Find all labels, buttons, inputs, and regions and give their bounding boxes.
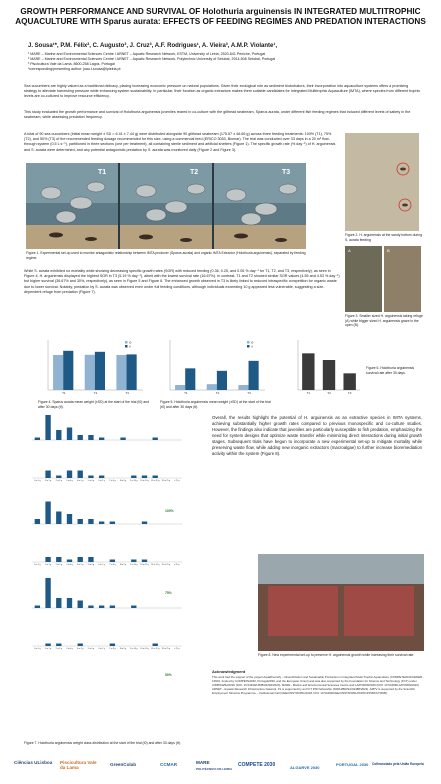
hist-bar-tf (78, 644, 83, 647)
hist-class-label: 2 to 3 g (55, 648, 62, 650)
logo-ccmar: CCMAR (160, 762, 178, 767)
hist-bar-t0 (110, 522, 115, 525)
sandy-bottom-image (345, 133, 419, 231)
hist-bar-tf (131, 560, 136, 563)
hist-bar-t0 (56, 430, 61, 440)
legend-swatch-t0 (125, 341, 128, 344)
hist-bar-t0 (78, 519, 83, 524)
figure-3b-label: B (387, 248, 390, 253)
hist-bar-tf (56, 557, 61, 562)
hist-class-label: 7 to 8 g (109, 564, 116, 566)
bar-t0-T2 (85, 355, 95, 390)
logo-politecnico-leiria: POLITÉCNICO DE LEIRIA (196, 767, 233, 771)
intro-text: Sea cucumbers are highly valued as a traditional delicacy, placing increasing economic pressure on natural populations. Given their ecological role as sediment bioturbators, their incorporation into aquaculture systems offers a promising strategy to alleviate harvesting pressure while enhancing system sustainability. In particular, their function as organic extractors makes them suitable candidates for Integrated Multitrophic Aquaculture (IMTA), where species from different trophic levels are co-cultured to improve resource efficiency. (24, 84, 421, 99)
legend-swatch-tf (125, 345, 128, 348)
hist-bar-tf (88, 557, 93, 562)
x-tick-T3: T3 (247, 391, 251, 395)
figure-8-photo (258, 554, 424, 651)
hist-class-label: > 25 g (173, 480, 180, 482)
methods-text: A total of 90 sea cucumbers (initial mean weight ± SD = 6.41 ± 7.44 g) were distributed alongside 90 gilthead seabream (175.57 ± 46.66 g) across three feeding treatments: 100% (T1), 75% (T2), and 50% (T3) of the recommended feeding dosage recommended for this size, using a commercial feed (ERICO 3053, Biomar). The trial was conducted over 33 days in a 20 m³ flow-through system (0.5 L s⁻¹), partitioned in three sections (one per treatment), all containing sterile sediment and artificial shelters (Figure 1). The specific growth rate (% day⁻¹) of H. arguinensis and S. aurata were determined, and any potential antagonistic predation by S. aurata was monitored daily (Figure 2 and Figure 3). (24, 132, 336, 152)
x-tick-T2: T2 (327, 391, 331, 395)
hist-class-label: 20 to 25 g (161, 480, 171, 482)
hist-class-label: 5 to 6 g (87, 480, 95, 482)
hist-bar-tf (88, 476, 93, 479)
hist-bar-tf (67, 560, 72, 563)
hist-bar-t0 (99, 438, 104, 441)
hist-class-label: 10 to 15 g (140, 648, 149, 650)
figure-4-caption: Figure 4. Sparus aurata mean weight (±SD) at the start of the trial (t0) and after 30 days (tf). (38, 400, 149, 409)
hist-class-label: 1 to 2 g (44, 480, 52, 482)
hist-bar-t0 (56, 512, 61, 525)
figure-8-caption: Figure 8. New experimental set-up to preserve H. arguinensis growth while increasing their survival rate. (258, 653, 415, 657)
hist-class-label: 6 to 7 g (98, 480, 105, 482)
figure-7-svg (24, 408, 204, 668)
hist-class-label: 4 to 5 g (77, 648, 84, 650)
acknowledgment-title: Acknowledgment (212, 669, 246, 674)
hist-bar-t0 (45, 415, 50, 440)
hist-bar-t0 (35, 606, 40, 609)
figure-7-histograms (24, 408, 204, 668)
figure-1-caption: Figure 1. Experimental set-up used to monitor antagonistic relationship between IMTA producer (Sparus aurata) and organic IMTA Extractor (Holothuria arguinensis), separated by feeding regime. (26, 251, 306, 260)
hist-bar-t0 (67, 598, 72, 608)
hist-class-label: 20 to 25 g (161, 564, 171, 566)
hist-class-label: 1 to 2 g (44, 564, 52, 566)
fig7-pct-75: 75% (165, 591, 172, 595)
bar-tf-T3 (127, 354, 137, 390)
hist-class-label: 0 to 1 g (34, 564, 41, 566)
figure-6-svg (290, 336, 370, 400)
legend-swatch-t0 (247, 341, 250, 344)
fig7-pct-50: 50% (165, 673, 172, 677)
hist-bar-t0 (78, 601, 83, 609)
hist-bar-t0 (153, 438, 158, 441)
hist-bar-t0 (110, 606, 115, 609)
bar-t0-T3 (238, 385, 248, 390)
hist-bar-tf (78, 557, 83, 562)
bar-t0-T1 (53, 355, 63, 390)
tank-setup-illustration (26, 163, 306, 249)
hist-bar-t0 (67, 428, 72, 441)
figure-3a-photo (345, 246, 382, 312)
affiliations (28, 52, 428, 72)
hist-bar-t0 (142, 522, 147, 525)
hist-class-label: > 25 g (173, 648, 180, 650)
hist-bar-tf (153, 476, 158, 479)
hist-bar-t0 (56, 598, 61, 608)
hist-class-label: 6 to 7 g (98, 564, 105, 566)
figure-3a-label: A (348, 248, 351, 253)
hist-class-label: 6 to 7 g (98, 648, 105, 650)
tank-label-t2: T2 (190, 169, 199, 176)
hist-bar-tf (56, 644, 61, 647)
x-tick-T1: T1 (184, 391, 188, 395)
hist-class-label: 20 to 25 g (161, 648, 171, 650)
hist-bar-t0 (78, 435, 83, 440)
bar-tf-T3 (249, 361, 259, 390)
hist-bar-t0 (120, 438, 125, 441)
hist-bar-tf (110, 644, 115, 647)
tank-label-t3: T3 (282, 169, 291, 176)
hist-class-label: 3 to 4 g (66, 564, 73, 566)
logo-compete-2030: COMPETE 2030 (238, 762, 276, 768)
fig7-pct-100: 100% (165, 509, 174, 513)
bar-survival-T3 (343, 373, 355, 390)
figure-4-chart (38, 336, 148, 400)
hist-bar-tf (110, 560, 115, 563)
hist-class-label: 7 to 8 g (109, 648, 116, 650)
hist-class-label: 2 to 3 g (55, 480, 62, 482)
hist-bar-tf (131, 476, 136, 479)
logo-bar (0, 752, 441, 784)
hist-class-label: 15 to 20 g (151, 648, 160, 650)
hist-class-label: 4 to 5 g (77, 480, 84, 482)
x-tick-T1: T1 (306, 391, 311, 395)
hist-bar-t0 (99, 606, 104, 609)
authors: J. Sousa¹*, P.M. Félix², C. Augusto³, J. Cruz³, A.F. Rodrigues¹, A. Vieira³, A.M.P. Violante¹, (28, 43, 278, 49)
conclusion-text: Overall, the results highlight the potential of H. arguinensis as an extractive species in IMTA systems, achieving substantially higher growth rates compared to previous monospecific and co-culture studies. However, the findings also indicate that juveniles are particularly susceptible to fish predation, emphasizing the need for system designs that optimize waste transfer while minimizing direct interactions during initial growth stages. Subsequent trials have begun to incorporate a new experimental set-up to mitigate mortality while preserving waste flow, while adding new inorganic extractors (macroalgae) to further increase bioremediation activity within the system (Figure 8). (212, 415, 422, 456)
hist-bar-tf (142, 560, 147, 563)
figure-1-photo (26, 163, 306, 249)
bar-survival-T2 (323, 360, 335, 390)
figure-4-svg (38, 336, 148, 400)
figure-5-caption: Figure 5. Holothuria arguinensis mean weight (±SD) at the start of the trial (t0) and after 30 days (tf). (160, 400, 271, 409)
hist-class-label: 3 to 4 g (66, 480, 73, 482)
hist-class-label: 8 to 9 g (119, 648, 127, 650)
legend-swatch-tf (247, 345, 250, 348)
new-setup-image (258, 554, 424, 651)
corresponding-author: *corresponding/presenting author: joao.t.sousa@ipleiria.pt (28, 67, 121, 71)
hist-class-label: 9 to 10 g (130, 564, 138, 566)
logo-greencolab: GreenColab (110, 762, 137, 767)
hist-class-label: 8 to 9 g (119, 480, 127, 482)
hist-class-label: 0 to 1 g (34, 480, 41, 482)
hist-class-label: 2 to 3 g (55, 564, 62, 566)
hist-bar-tf (142, 476, 147, 479)
logo-eu-cofunded: Cofinanciado pela União Europeia (372, 762, 424, 766)
x-tick-T3: T3 (347, 391, 352, 395)
bar-tf-T1 (185, 368, 195, 390)
figure-3b-photo (384, 246, 421, 312)
hist-bar-t0 (88, 519, 93, 524)
legend-label-tf: tf (129, 344, 131, 349)
hist-bar-tf (56, 476, 61, 479)
hist-class-label: 9 to 10 g (130, 480, 138, 482)
hist-bar-t0 (88, 435, 93, 440)
hist-bar-t0 (45, 502, 50, 525)
logo-algarve-2030: ALGARVE 2030 (290, 765, 320, 770)
results-text: While S. aurata exhibited no mortality while showing decreasing specific growth rates (SGR) with reduced feeding (0.36, 0.25, and 0.05 % day⁻¹ for T1, T2, and T3, respectively), as seen in Figure 4, H. arguinensis displayed the highest SGR in T3 (5.19 % day⁻¹), albeit with the lowest survival rate (16.67%). In contrast, T1 and T2 showed similar SGR values (4.55 and 4.53 % day⁻¹) but higher survival (36.67% and 30%, respectively), as seen in Figure 5 and Figure 6. The enhanced growth observed in T3 is likely linked to reduced intraspecific competition for organic waste due to lower survival. Notably, predation by S. aurata was observed even under full feeding conditions, although individuals exceeding 10 g appeared less vulnerable, suggesting a size-dependent refuge from predation (Figure 7). (24, 269, 340, 294)
hist-bar-tf (78, 471, 83, 479)
hist-class-label: 15 to 20 g (151, 480, 160, 482)
hist-bar-tf (45, 644, 50, 647)
figure-6-caption: Figure 6. Holothuria arguinensis survival rate after 30 days. (366, 366, 415, 375)
aim-text: This study evaluated the growth performance and survival of Holothuria arguinensis juveniles reared in co-culture with the gilthead seabream, Sparus aurata, under different fish feeding regimes that induced different levels of satiety in the seabream, while assessing predation frequency. (24, 110, 411, 120)
hist-class-label: > 25 g (173, 564, 180, 566)
affiliation-1: ¹ MARE – Marine and Environmental Sciences Centre / ARNET – Aquatic Research Network, ESTM, University of Leiria, 2520-641 Peniche, Portugal (28, 52, 266, 56)
legend-label-t0: t0 (251, 340, 254, 345)
figure-6-chart (290, 336, 370, 400)
hist-bar-t0 (35, 519, 40, 524)
hist-class-label: 1 to 2 g (44, 648, 52, 650)
hist-bar-t0 (67, 514, 72, 524)
hist-class-label: 10 to 15 g (140, 564, 149, 566)
tank-label-t1: T1 (98, 169, 107, 176)
hist-bar-t0 (45, 578, 50, 608)
x-tick-T3: T3 (125, 391, 129, 395)
figure-3-caption: Figure 3. Smaller sized H. arguinensis taking refuge (A) while bigger sized H. arguinensis graze in the open (B). (345, 314, 423, 327)
hist-class-label: 3 to 4 g (66, 648, 73, 650)
figure-7-caption: Figure 7. Holothuria arguinensis weight class distribution at the start of the trial (t0) and after 33 days (tf). (24, 741, 181, 745)
x-tick-T2: T2 (93, 391, 98, 395)
x-tick-T2: T2 (215, 391, 220, 395)
hist-class-label: 5 to 6 g (87, 648, 95, 650)
hist-class-label: 7 to 8 g (109, 480, 116, 482)
bar-t0-T2 (207, 384, 217, 390)
hist-bar-t0 (99, 522, 104, 525)
logo-ciencias-ulisboa: Ciências ULisboa (14, 760, 53, 765)
hist-class-label: 8 to 9 g (119, 564, 127, 566)
bar-tf-T2 (95, 352, 105, 390)
bar-t0-T1 (175, 385, 185, 390)
hist-class-label: 5 to 6 g (87, 564, 95, 566)
affiliation-2: ² MARE – Marine and Environmental Sciences Centre / ARNET – Aquatic Research Network, Polytechnic University of Setubal, 2914-508 Setubal, Portugal (28, 57, 276, 61)
hist-bar-t0 (88, 606, 93, 609)
hist-class-label: 0 to 1 g (34, 648, 41, 650)
hist-bar-tf (45, 557, 50, 562)
acknowledgment-text: This work had the support of the project AquaDiversify – Diversification and Sustainable Production in Integrated Multi-Trophic Aquaculture (COMPETE2030-FEDER - 16516, funded by COMPETE2030, Portugal2030, and the European Union) and was also supported by the Foundation for Science and Technology (FCT) under UIDB/04292/2020 (DOI: 10.54499/UIDB/04292/2020), MARE - Marine and Environmental Sciences Centre and LA/P/0069/2020 (DOI: 10.54499/LA/P/0069/2020) ARNET - Aquatic Research Infrastructure Network. JS is supported by an FCT PhD fellowship (SFRH/BD/NA/02488/2023). APPV is supported by the Scientific Employment Stimulus Programme – Institutional Call (CEECINST/00051/2018, DOI: 10.54499/CEECINST/00051/2018/CP1566/CT0005). (212, 675, 424, 695)
hist-bar-t0 (131, 606, 136, 609)
poster-title: GROWTH PERFORMANCE AND SURVIVAL OF Holothuria arguinensis IN INTEGRATED MULTITROPHIC AQUACULTURE WITH Sparus aurata: EFFECTS OF FEEDING REGIMES AND PREDATION INTERACTIONS (15, 7, 426, 26)
x-tick-T1: T1 (62, 391, 66, 395)
figure-2-photo (345, 133, 419, 231)
bar-survival-T1 (302, 353, 314, 390)
hist-bar-tf (45, 471, 50, 479)
hist-bar-tf (67, 471, 72, 479)
legend-label-t0: t0 (129, 340, 132, 345)
hist-bar-tf (153, 644, 158, 647)
logo-portugal-2030: PORTUGAL 2030 (336, 762, 369, 767)
bar-tf-T1 (63, 351, 73, 390)
hist-class-label: 4 to 5 g (77, 564, 84, 566)
affiliation-3: ³ Piscicultura Vale da Lama, 8600-258 Lagos, Portugal (28, 62, 115, 66)
figure-2-caption: Figure 2. H. arguinensis at the sandy bottom during S. aurata feeding (345, 233, 423, 242)
hist-bar-tf (99, 476, 104, 479)
hist-class-label: 15 to 20 g (151, 564, 160, 566)
figure-5-chart (160, 336, 270, 400)
logo-piscicultura: Piscicultura Vale da Lama (60, 760, 97, 770)
bar-tf-T2 (217, 371, 227, 390)
hist-bar-t0 (35, 438, 40, 441)
legend-label-tf: tf (251, 344, 253, 349)
hist-class-label: 9 to 10 g (130, 648, 138, 650)
logo-mare: MARE (196, 760, 210, 765)
bar-t0-T3 (116, 355, 126, 390)
hist-class-label: 10 to 15 g (140, 480, 149, 482)
figure-5-svg (160, 336, 270, 400)
